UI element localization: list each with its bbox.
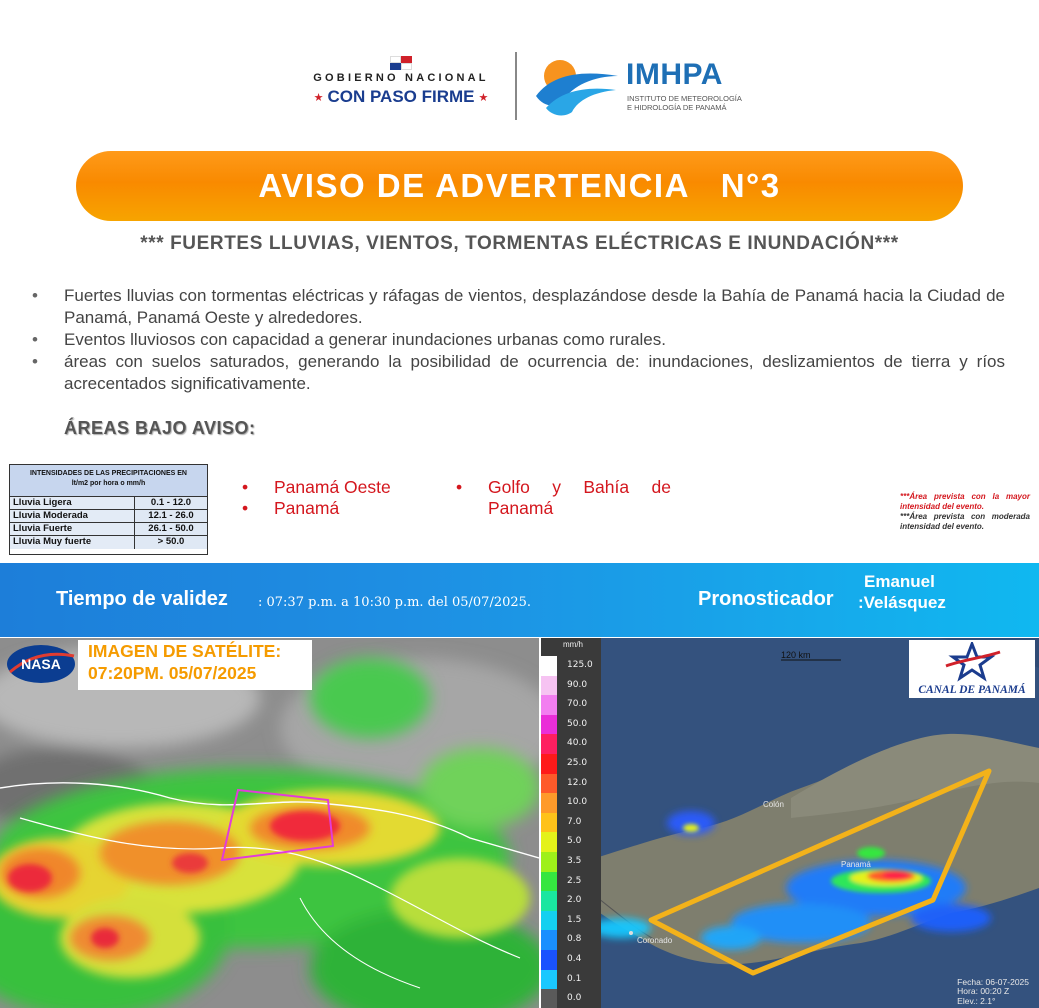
radar-info-date: Fecha: 06-07-2025	[957, 976, 1029, 987]
legend-color-swatch	[541, 930, 557, 950]
validity-value: : 07:37 p.m. a 10:30 p.m. del 05/07/2025.	[258, 595, 532, 610]
satellite-caption	[78, 640, 312, 690]
legend-note	[900, 492, 1030, 532]
radar-legend-unit: mm/h	[563, 640, 583, 649]
warning-details	[30, 285, 1005, 395]
legend-label: 70.0	[567, 699, 588, 710]
legend-label: 7.0	[567, 816, 582, 827]
legend-label: 10.0	[567, 797, 588, 808]
note-high-intensity: ***Área prevista con la mayor intensidad del evento.	[900, 492, 1030, 511]
legend-label: 5.0	[567, 836, 582, 847]
note-moderate-intensity: ***Área prevista con moderada intensidad del evento.	[900, 512, 1030, 531]
legend-label: 0.0	[567, 993, 582, 1004]
radar-info	[957, 978, 1029, 1007]
areas-list-col2	[456, 477, 671, 519]
validity-label: Tiempo de validez	[56, 588, 228, 610]
legend-label: 0.1	[567, 973, 582, 984]
legend-color-swatch	[541, 734, 557, 754]
table-cell-range: > 50.0	[135, 536, 207, 549]
legend-color-swatch	[541, 832, 557, 852]
legend-label: 125.0	[567, 660, 593, 670]
area-item: • Golfo y Bahía de Panamá	[456, 477, 671, 519]
areas-title: ÁREAS BAJO AVISO:	[64, 418, 256, 438]
legend-color-swatch	[541, 754, 557, 774]
satellite-map	[0, 638, 539, 1008]
legend-color-swatch	[541, 970, 557, 990]
radar-info-time: Hora: 00:20 Z	[957, 986, 1010, 996]
areas-list-col1	[242, 477, 391, 519]
forecaster-name	[858, 571, 946, 613]
org-sub-line1: INSTITUTO DE METEOROLOGÍA	[627, 94, 742, 103]
table-cell-range: 0.1 - 12.0	[135, 497, 207, 509]
org-sub-line2: E HIDROLOGÍA DE PANAMÁ	[627, 103, 727, 112]
legend-color-swatch	[541, 911, 557, 931]
gov-slogan: CON PASO FIRME	[327, 87, 475, 106]
table-cell-label: Lluvia Fuerte	[10, 523, 135, 535]
intensity-table-header	[10, 465, 207, 497]
legend-label: 3.5	[567, 856, 582, 866]
list-item: • Eventos lluviosos con capacidad a generar inundaciones urbanas como rurales.	[30, 329, 1005, 351]
table-cell-range: 26.1 - 50.0	[135, 523, 207, 535]
forecaster-last: :Velásquez	[858, 593, 946, 612]
table-row	[10, 536, 207, 549]
panama-flag-icon	[390, 56, 412, 70]
forecaster-first: Emanuel	[864, 572, 935, 591]
org-name: IMHPA	[626, 58, 723, 91]
gov-line1: GOBIERNO NACIONAL	[313, 72, 489, 84]
table-cell-label: Lluvia Ligera	[10, 497, 135, 509]
radar-town-panama: Panamá	[841, 860, 871, 869]
org-subtitle	[627, 94, 767, 112]
radar-legend	[541, 638, 601, 1008]
canal-logo-text: CANAL DE PANAMÁ	[918, 684, 1026, 696]
satellite-image	[0, 638, 539, 1008]
nasa-logo-text: NASA	[21, 656, 61, 672]
table-cell-range: 12.1 - 26.0	[135, 510, 207, 522]
area-item: • Panamá Oeste	[242, 477, 391, 498]
legend-color-swatch	[541, 813, 557, 833]
imhpa-logo-icon	[534, 56, 620, 118]
legend-label: 90.0	[567, 679, 588, 690]
legend-color-swatch	[541, 852, 557, 872]
radar-info-elev: Elev.: 2.1°	[957, 995, 996, 1006]
legend-color-swatch	[541, 872, 557, 892]
list-item: • áreas con suelos saturados, generando la posibilidad de ocurrencia de: inundaciones, deslizamientos de tierra y ríos acrecentados significativamente.	[30, 351, 1005, 395]
star-icon: ★	[313, 92, 324, 105]
forecaster-label: Pronosticador	[698, 588, 834, 610]
table-row	[10, 523, 207, 536]
legend-color-swatch	[541, 676, 557, 696]
list-item: • Fuertes lluvias con tormentas eléctricas y ráfagas de vientos, desplazándose desde la Bahía de Panamá hacia la Ciudad de Panamá, Panamá Oeste y alrededores.	[30, 285, 1005, 329]
banner-title: AVISO DE ADVERTENCIA N°3	[258, 167, 781, 204]
logo-divider	[515, 52, 517, 120]
legend-label: 0.8	[567, 934, 582, 945]
star-icon: ★	[478, 92, 489, 105]
table-header-line1: INTENSIDADES DE LAS PRECIPITACIONES EN	[29, 470, 187, 477]
warning-banner	[76, 151, 963, 221]
gov-line2	[296, 87, 506, 107]
legend-label: 25.0	[567, 758, 588, 768]
legend-color-swatch	[541, 715, 557, 735]
radar-town-coronado: Coronado	[637, 936, 673, 945]
satellite-caption-line2: 07:20PM. 05/07/2025	[88, 663, 257, 683]
government-logo	[296, 56, 506, 107]
legend-color-swatch	[541, 989, 557, 1008]
nasa-logo-icon	[6, 644, 76, 684]
legend-label: 2.5	[567, 875, 582, 886]
canal-star-icon	[942, 642, 1002, 682]
satellite-caption-line1: IMAGEN DE SATÉLITE:	[88, 641, 282, 661]
area-item: • Panamá	[242, 498, 391, 519]
legend-label: 0.4	[567, 954, 582, 964]
canal-logo	[909, 640, 1035, 698]
header-logos	[0, 48, 1039, 128]
legend-color-swatch	[541, 656, 557, 676]
radar-town-colon: Colón	[763, 800, 784, 809]
legend-label: 12.0	[567, 777, 588, 788]
legend-color-swatch	[541, 950, 557, 970]
table-row	[10, 497, 207, 510]
validity-bar	[0, 563, 1039, 637]
table-header-line2: lt/m2 por hora o mm/h	[71, 480, 146, 487]
legend-color-swatch	[541, 793, 557, 813]
table-row	[10, 510, 207, 523]
radar-image	[541, 638, 1039, 1008]
legend-label: 2.0	[567, 895, 582, 906]
warning-subtitle: *** FUERTES LLUVIAS, VIENTOS, TORMENTAS ELÉCTRICAS E INUNDACIÓN***	[140, 233, 899, 254]
legend-label: 50.0	[567, 718, 588, 729]
legend-color-swatch	[541, 695, 557, 715]
table-cell-label: Lluvia Moderada	[10, 510, 135, 522]
legend-color-swatch	[541, 891, 557, 911]
radar-scale-label: 120 km	[781, 650, 811, 660]
legend-label: 40.0	[567, 738, 588, 749]
legend-label: 1.5	[567, 914, 582, 925]
table-cell-label: Lluvia Muy fuerte	[10, 536, 135, 549]
intensity-table	[9, 464, 208, 555]
legend-color-swatch	[541, 774, 557, 794]
